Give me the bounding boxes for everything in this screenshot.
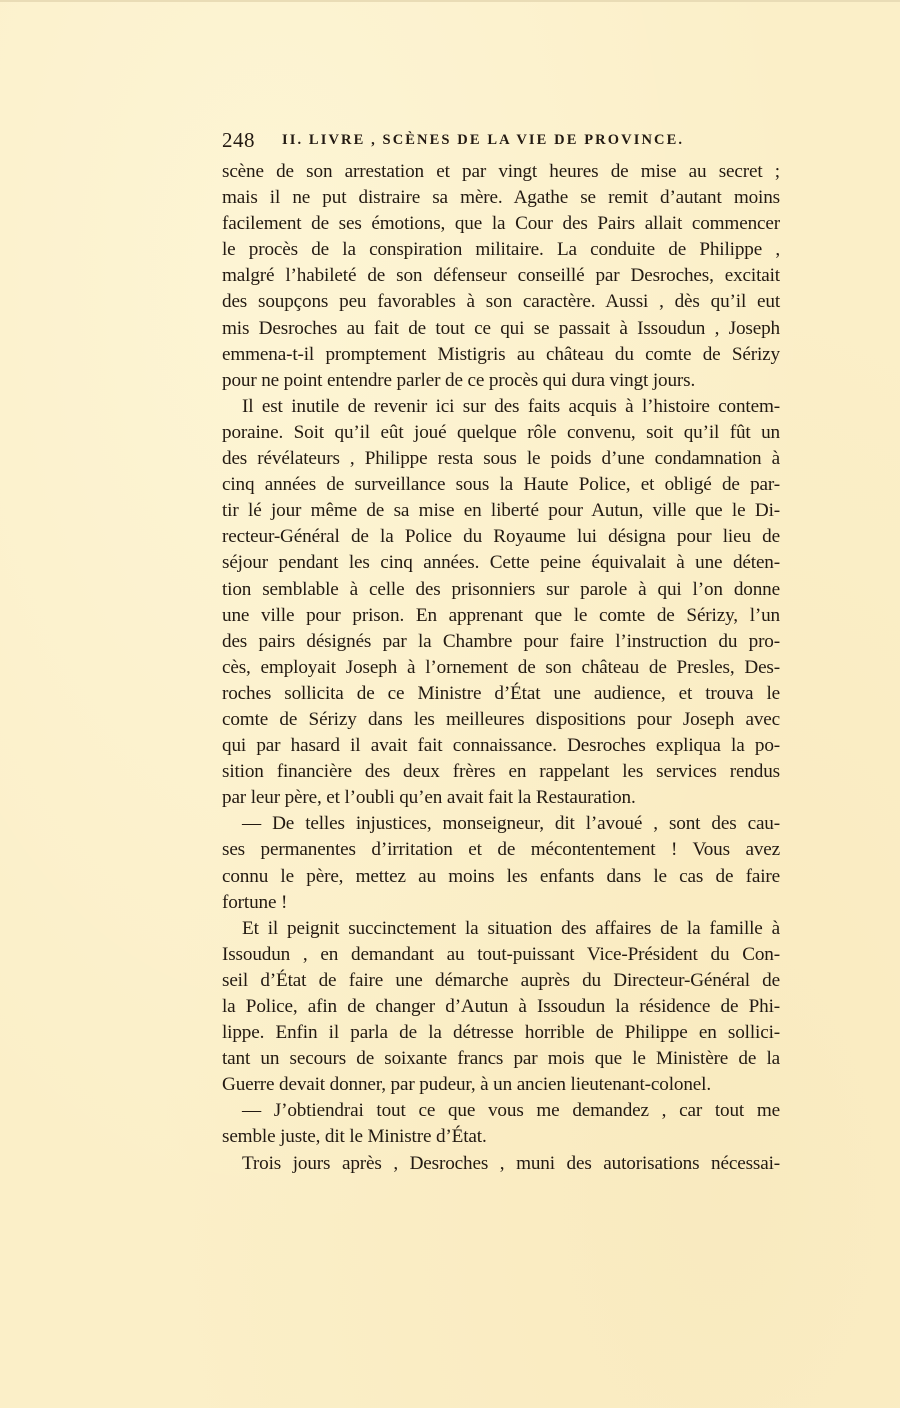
- text-line: mais il ne put distraire sa mère. Agathe se remit d’autant moins: [222, 187, 780, 209]
- text-line: emmena-t-il promptement Mistigris au château du comte de Sérizy: [222, 343, 780, 365]
- text-line: une ville pour prison. En apprenant que le comte de Sérizy, l’un: [222, 604, 780, 626]
- page-number: 248: [222, 128, 255, 152]
- text-line: fortune !: [222, 891, 288, 913]
- text-line: pour ne point entendre parler de ce procès qui dura vingt jours.: [222, 369, 696, 391]
- text-line: séjour pendant les cinq années. Cette peine équivalait à une déten-: [222, 552, 780, 574]
- text-line: sition financière des deux frères en rappelant les services rendus: [222, 761, 780, 783]
- text-line: Guerre devait donner, par pudeur, à un ancien lieutenant-colonel.: [222, 1074, 711, 1096]
- text-line: des pairs désignés par la Chambre pour faire l’instruction du pro-: [222, 630, 780, 652]
- text-line: connu le père, mettez au moins les enfants dans le cas de faire: [222, 865, 780, 887]
- text-line: la Police, afin de changer d’Autun à Issoudun la résidence de Phi-: [222, 996, 780, 1017]
- text-line: tion semblable à celle des prisonniers sur parole à qui l’on donne: [222, 578, 780, 600]
- text-line: scène de son arrestation et par vingt heures de mise au secret ;: [222, 161, 780, 182]
- running-head: [222, 128, 782, 152]
- text-line: qui par hasard il avait fait connaissance. Desroches expliqua la po-: [222, 735, 780, 757]
- text-line: comte de Sérizy dans les meilleures dispositions pour Joseph avec: [222, 708, 780, 730]
- text-line: par leur père, et l’oubli qu’en avait fait la Restauration.: [222, 787, 636, 809]
- running-head-title: II. LIVRE , SCÈNES DE LA VIE DE PROVINCE.: [282, 132, 685, 148]
- text-line: le procès de la conspiration militaire. La conduite de Philippe ,: [222, 239, 780, 261]
- text-line: cinq années de surveillance sous la Haute Police, et obligé de par-: [222, 474, 780, 496]
- text-line: semble juste, dit le Ministre d’État.: [222, 1126, 487, 1148]
- text-line: mis Desroches au fait de tout ce qui se passait à Issoudun , Joseph: [222, 317, 780, 339]
- page-top-edge: [0, 0, 900, 2]
- text-line: recteur-Général de la Police du Royaume lui désigna pour lieu de: [222, 526, 780, 548]
- text-line: poraine. Soit qu’il eût joué quelque rôle convenu, soit qu’il fût un: [222, 421, 780, 443]
- text-line: seil d’État de faire une démarche auprès du Directeur-Général de: [222, 969, 780, 991]
- text-line: Et il peignit succinctement la situation des affaires de la famille à: [242, 917, 780, 939]
- body-text: [222, 159, 780, 1177]
- text-line: tir lé jour même de sa mise en liberté pour Autun, ville que le Di-: [222, 500, 780, 522]
- text-line: tant un secours de soixante francs par mois que le Ministère de la: [222, 1048, 780, 1070]
- text-line: — De telles injustices, monseigneur, dit l’avoué , sont des cau-: [242, 813, 780, 835]
- text-line: malgré l’habileté de son défenseur conseillé par Desroches, excitait: [222, 265, 780, 287]
- text-line: lippe. Enfin il parla de la détresse horrible de Philippe en sollici-: [222, 1022, 780, 1044]
- text-line: ses permanentes d’irritation et de mécontentement ! Vous avez: [222, 839, 780, 861]
- text-line: Il est inutile de revenir ici sur des faits acquis à l’histoire contem-: [242, 395, 780, 417]
- text-line: Trois jours après , Desroches , muni des autorisations nécessai-: [242, 1152, 780, 1174]
- text-line: — J’obtiendrai tout ce que vous me demandez , car tout me: [242, 1100, 780, 1122]
- text-line: Issoudun , en demandant au tout-puissant Vice-Président du Con-: [222, 943, 780, 965]
- text-line: roches sollicita de ce Ministre d’État une audience, et trouva le: [222, 682, 780, 704]
- text-line: des soupçons peu favorables à son caractère. Aussi , dès qu’il eut: [222, 291, 780, 313]
- text-line: cès, employait Joseph à l’ornement de son château de Presles, Des-: [222, 656, 780, 678]
- text-line: des révélateurs , Philippe resta sous le poids d’une condamnation à: [222, 448, 780, 470]
- text-line: facilement de ses émotions, que la Cour des Pairs allait commencer: [222, 213, 780, 235]
